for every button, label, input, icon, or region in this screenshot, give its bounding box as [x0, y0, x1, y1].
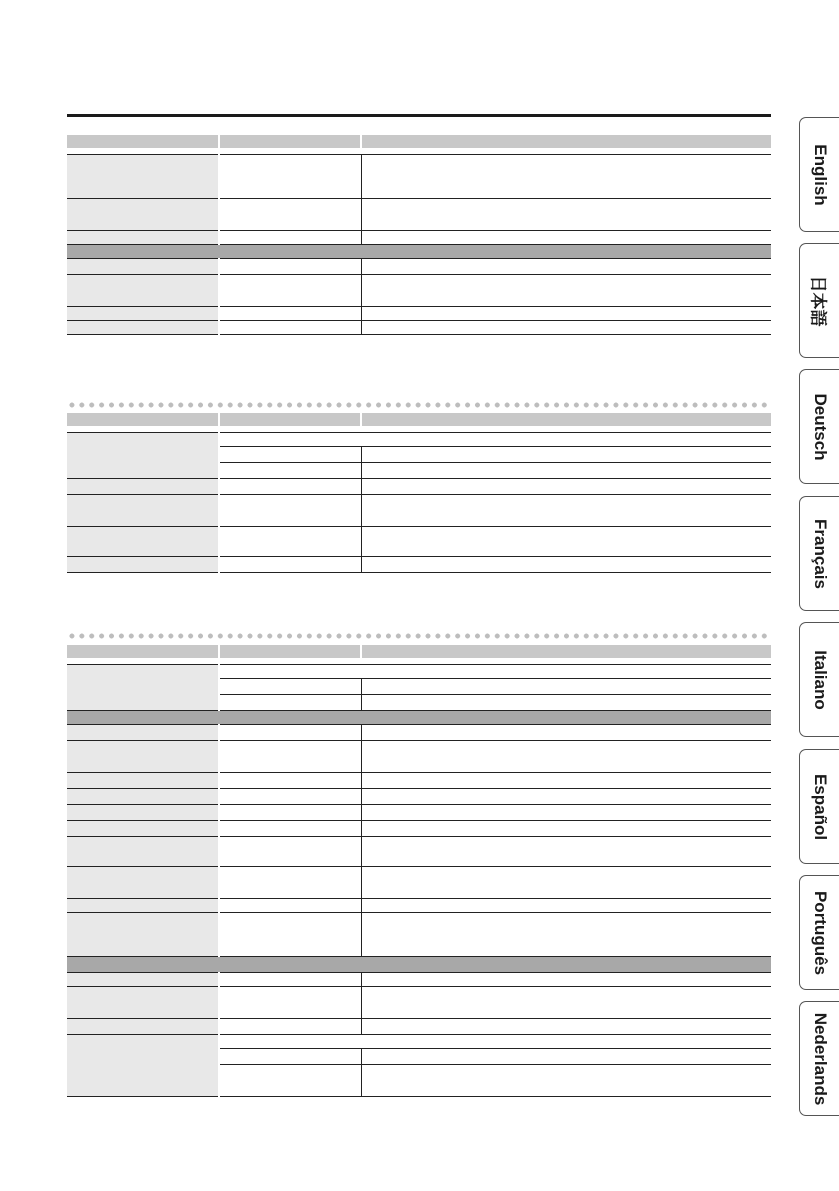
table-row: [67, 1019, 771, 1035]
language-tab-italiano[interactable]: [799, 622, 839, 737]
section-band-row: [67, 711, 771, 725]
language-tab-english[interactable]: [799, 117, 839, 232]
dotted-separator: [67, 402, 771, 408]
table-row: [67, 899, 771, 913]
spec-table-1: [67, 135, 771, 335]
language-tab-label: 日本語: [808, 275, 827, 326]
header-cell: [219, 135, 361, 148]
table-row: [67, 805, 771, 821]
section-band-row: [67, 957, 771, 973]
page-top-rule: [67, 114, 771, 117]
dotted-separator: [67, 633, 771, 639]
table-row: [67, 987, 771, 1019]
header-cell: [361, 135, 771, 148]
table-row: [67, 307, 771, 321]
table-row: [67, 837, 771, 867]
header-cell: [219, 645, 361, 658]
table-row: [67, 495, 771, 527]
table-row: [67, 665, 771, 679]
section-band-row: [67, 245, 771, 259]
table-row: [67, 199, 771, 231]
table-row: [67, 433, 771, 447]
language-tab-label: Português: [810, 890, 830, 975]
spec-table-2: [67, 413, 771, 573]
language-tab-label: Deutsch: [810, 392, 830, 461]
language-tab-label: Italiano: [810, 649, 830, 710]
table-row: [67, 155, 771, 199]
language-tab-espanol[interactable]: [799, 749, 839, 864]
language-tab-label: Français: [810, 518, 830, 589]
table-row: [67, 527, 771, 557]
language-tab-francais[interactable]: [799, 496, 839, 611]
header-cell: [219, 413, 361, 426]
table-row: [67, 773, 771, 789]
language-tab-label: Nederlands: [810, 1012, 830, 1105]
table-row: [67, 259, 771, 275]
table-row: [67, 741, 771, 773]
table-row: [67, 1035, 771, 1049]
table-row: [67, 789, 771, 805]
header-cell: [67, 413, 219, 426]
language-tab-portugues[interactable]: [799, 875, 839, 990]
table-row: [67, 725, 771, 741]
table-row: [67, 867, 771, 899]
table-row: [67, 479, 771, 495]
table-row: [67, 913, 771, 957]
table-row: [67, 973, 771, 987]
header-cell: [361, 413, 771, 426]
table-row: [67, 231, 771, 245]
spec-table-3: [67, 645, 771, 1097]
header-cell: [67, 135, 219, 148]
table-row: [67, 557, 771, 573]
language-tab-label: English: [810, 143, 830, 206]
table-row: [67, 321, 771, 335]
language-tab-deutsch[interactable]: [799, 369, 839, 484]
language-tab-label: Español: [810, 773, 830, 840]
table-row: [67, 821, 771, 837]
table-row: [67, 275, 771, 307]
language-tab-japanese[interactable]: [799, 243, 839, 358]
header-cell: [67, 645, 219, 658]
header-cell: [361, 645, 771, 658]
language-tab-nederlands[interactable]: [799, 1001, 839, 1116]
